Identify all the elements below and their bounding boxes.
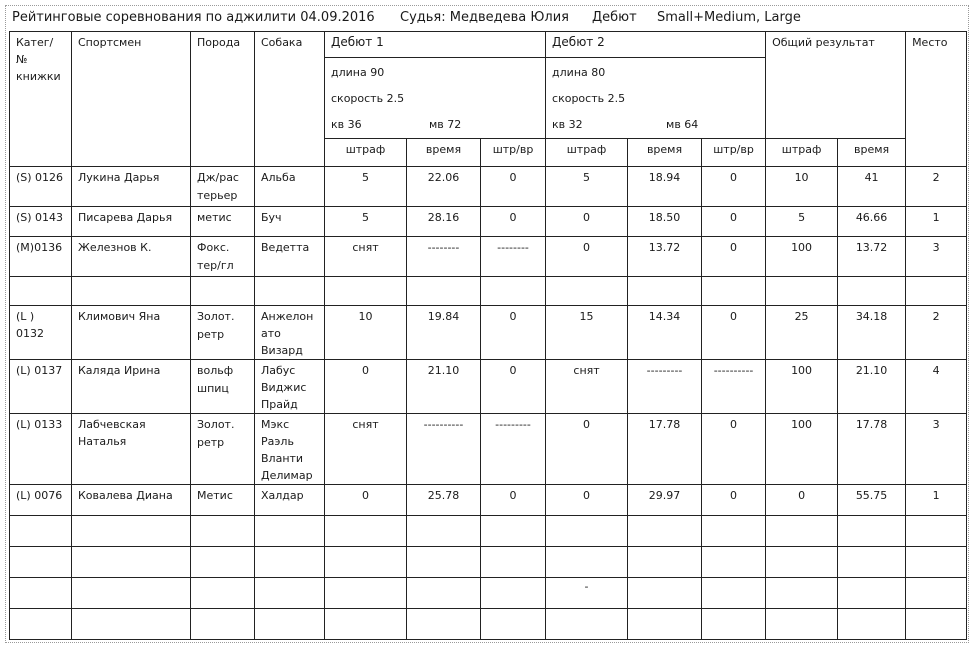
cell-total-penalty: 0 xyxy=(766,485,838,516)
empty-row xyxy=(10,516,967,547)
cell-debut1-ratio: -------- xyxy=(481,237,546,277)
debut2-length: длина 80 xyxy=(552,66,606,79)
cell-dog: Халдар xyxy=(255,485,325,516)
cell-athlete: Лукина Дарья xyxy=(72,167,191,207)
cell-dog: Ведетта xyxy=(255,237,325,277)
cell-breed: метис xyxy=(191,207,255,237)
col-athlete: Спортсмен xyxy=(72,32,191,167)
stray-mark: - xyxy=(546,578,628,609)
cell-category: (S) 0126 xyxy=(10,167,72,207)
cell-debut1-penalty: 10 xyxy=(325,306,407,360)
cell-total-time: 34.18 xyxy=(838,306,906,360)
table-row xyxy=(10,360,967,414)
cell-athlete: Лабчевская Наталья xyxy=(72,414,191,485)
cell-debut1-penalty: 0 xyxy=(325,360,407,414)
cell-athlete: Ковалева Диана xyxy=(72,485,191,516)
cell-debut1-penalty: снят xyxy=(325,414,407,485)
cell-total-penalty: 25 xyxy=(766,306,838,360)
table-row xyxy=(10,485,967,516)
cell-athlete: Климович Яна xyxy=(72,306,191,360)
cell-dog: Лабус Виджис Прайд xyxy=(255,360,325,414)
cell-category: (L) 0137 xyxy=(10,360,72,414)
debut2-ratio-head: штр/вр xyxy=(702,139,766,167)
table-row xyxy=(10,306,967,360)
debut1-speed: скорость 2.5 xyxy=(331,92,405,105)
cell-place: 3 xyxy=(906,414,967,485)
debut1-mv: мв 72 xyxy=(429,118,462,131)
cell-breed: вольф шпиц xyxy=(191,360,255,414)
cell-debut1-ratio: 0 xyxy=(481,360,546,414)
cell-debut2-ratio: 0 xyxy=(702,167,766,207)
cell-debut2-ratio: 0 xyxy=(702,237,766,277)
cell-debut2-time: 18.50 xyxy=(628,207,702,237)
cell-debut2-penalty: 0 xyxy=(546,414,628,485)
cell-debut1-ratio: 0 xyxy=(481,167,546,207)
debut2-speed: скорость 2.5 xyxy=(552,92,626,105)
cell-debut2-ratio: 0 xyxy=(702,306,766,360)
col-total: Общий результат xyxy=(766,32,906,139)
cell-dog: Анжелон ато Визард xyxy=(255,306,325,360)
debut2-penalty-head: штраф xyxy=(546,139,628,167)
cell-debut2-penalty: 5 xyxy=(546,167,628,207)
cell-debut2-time: 18.94 xyxy=(628,167,702,207)
cell-debut1-time: 19.84 xyxy=(407,306,481,360)
table-row xyxy=(10,414,967,485)
empty-row xyxy=(10,547,967,578)
debut1-ratio-head: штр/вр xyxy=(481,139,546,167)
cell-debut2-time: --------- xyxy=(628,360,702,414)
cell-debut1-penalty: 5 xyxy=(325,167,407,207)
cell-debut1-ratio: 0 xyxy=(481,207,546,237)
cell-debut2-penalty: 0 xyxy=(546,485,628,516)
cell-total-time: 55.75 xyxy=(838,485,906,516)
cell-place: 1 xyxy=(906,207,967,237)
cell-debut2-time: 13.72 xyxy=(628,237,702,277)
debut1-time-head: время xyxy=(407,139,481,167)
cell-debut1-ratio: 0 xyxy=(481,306,546,360)
cell-total-time: 46.66 xyxy=(838,207,906,237)
cell-debut2-penalty: снят xyxy=(546,360,628,414)
cell-total-time: 17.78 xyxy=(838,414,906,485)
cell-category: (S) 0143 xyxy=(10,207,72,237)
empty-row xyxy=(10,609,967,640)
cell-debut1-time: 22.06 xyxy=(407,167,481,207)
cell-debut2-penalty: 0 xyxy=(546,237,628,277)
cell-debut1-ratio: 0 xyxy=(481,485,546,516)
cell-total-penalty: 5 xyxy=(766,207,838,237)
cell-total-time: 21.10 xyxy=(838,360,906,414)
cell-debut1-penalty: снят xyxy=(325,237,407,277)
cell-total-penalty: 10 xyxy=(766,167,838,207)
cell-total-time: 41 xyxy=(838,167,906,207)
cell-breed: Фокс. тер/гл xyxy=(191,237,255,277)
cell-athlete: Железнов К. xyxy=(72,237,191,277)
debut1-kv: кв 36 xyxy=(331,118,362,131)
cell-place: 2 xyxy=(906,306,967,360)
table-row xyxy=(10,167,967,207)
total-time-head: время xyxy=(838,139,906,167)
col-debut1: Дебют 1 xyxy=(325,32,546,58)
cell-dog: Буч xyxy=(255,207,325,237)
cell-debut2-time: 29.97 xyxy=(628,485,702,516)
size-groups-label: Small+Medium, Large xyxy=(657,10,801,25)
cell-place: 2 xyxy=(906,167,967,207)
cell-debut2-penalty: 0 xyxy=(546,207,628,237)
cell-debut2-ratio: ---------- xyxy=(702,360,766,414)
col-breed: Порода xyxy=(191,32,255,167)
cell-total-time: 13.72 xyxy=(838,237,906,277)
cell-breed: Золот. ретр xyxy=(191,414,255,485)
table-row xyxy=(10,237,967,277)
cell-dog: Альба xyxy=(255,167,325,207)
cell-breed: Золот. ретр xyxy=(191,306,255,360)
cell-debut2-penalty: 15 xyxy=(546,306,628,360)
cell-debut2-ratio: 0 xyxy=(702,414,766,485)
col-dog: Собака xyxy=(255,32,325,167)
debut2-time-head: время xyxy=(628,139,702,167)
competition-title: Рейтинговые соревнования по аджилити 04.09.2016 xyxy=(12,10,375,25)
cell-debut2-ratio: 0 xyxy=(702,207,766,237)
cell-category: (M)0136 xyxy=(10,237,72,277)
debut2-mv: мв 64 xyxy=(666,118,699,131)
cell-total-penalty: 100 xyxy=(766,360,838,414)
cell-debut1-time: 25.78 xyxy=(407,485,481,516)
cell-category: (L ) 0132 xyxy=(10,306,72,360)
cell-category: (L) 0076 xyxy=(10,485,72,516)
cell-place: 3 xyxy=(906,237,967,277)
cell-debut1-ratio: --------- xyxy=(481,414,546,485)
cell-debut1-time: ---------- xyxy=(407,414,481,485)
cell-total-penalty: 100 xyxy=(766,237,838,277)
total-penalty-head: штраф xyxy=(766,139,838,167)
cell-debut1-time: -------- xyxy=(407,237,481,277)
debut2-params xyxy=(546,58,766,139)
col-category: Катег/ № книжки xyxy=(10,32,72,167)
debut1-penalty-head: штраф xyxy=(325,139,407,167)
cell-dog: Мэкс Раэль Вланти Делимар xyxy=(255,414,325,485)
cell-place: 1 xyxy=(906,485,967,516)
results-table xyxy=(9,31,967,640)
empty-row xyxy=(10,277,967,306)
table-row xyxy=(10,207,967,237)
judge-label: Судья: Медведева Юлия xyxy=(400,10,569,25)
debut2-kv: кв 32 xyxy=(552,118,583,131)
cell-debut1-time: 21.10 xyxy=(407,360,481,414)
cell-breed: Дж/рас терьер xyxy=(191,167,255,207)
col-debut2: Дебют 2 xyxy=(546,32,766,58)
cell-athlete: Писарева Дарья xyxy=(72,207,191,237)
cell-debut2-time: 14.34 xyxy=(628,306,702,360)
cell-athlete: Каляда Ирина xyxy=(72,360,191,414)
cell-debut1-penalty: 5 xyxy=(325,207,407,237)
cell-debut1-time: 28.16 xyxy=(407,207,481,237)
cell-debut2-ratio: 0 xyxy=(702,485,766,516)
debut1-params xyxy=(325,58,546,139)
cell-place: 4 xyxy=(906,360,967,414)
col-place: Место xyxy=(906,32,967,167)
cell-debut2-time: 17.78 xyxy=(628,414,702,485)
cell-total-penalty: 100 xyxy=(766,414,838,485)
cell-category: (L) 0133 xyxy=(10,414,72,485)
debut1-length: длина 90 xyxy=(331,66,385,79)
cell-breed: Метис xyxy=(191,485,255,516)
empty-row xyxy=(10,578,967,609)
cell-debut1-penalty: 0 xyxy=(325,485,407,516)
class-label: Дебют xyxy=(592,10,637,25)
